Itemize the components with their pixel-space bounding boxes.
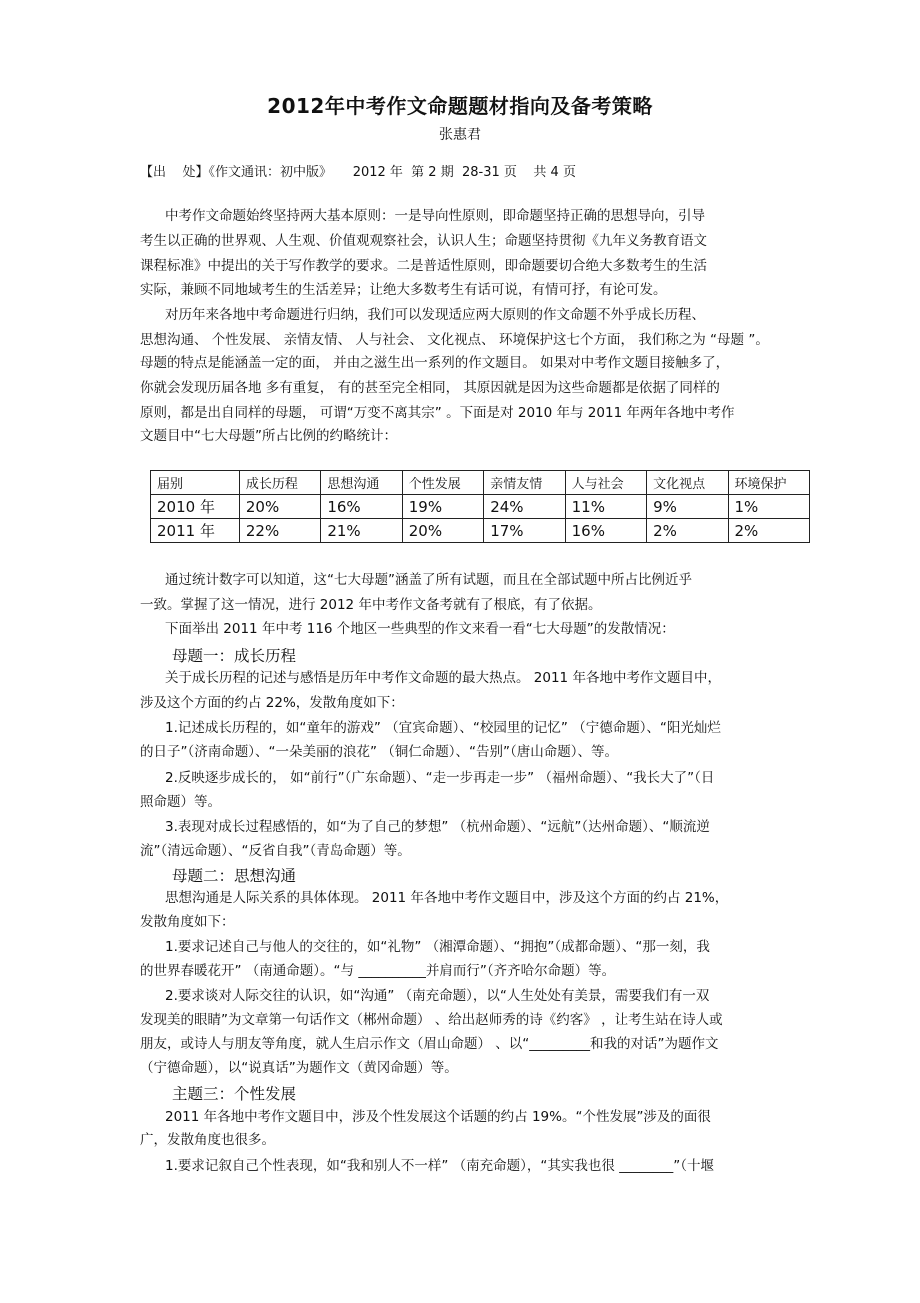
intro-line: 中考作文命题始终坚持两大基本原则：一是导向性原则，即命题坚持正确的思想导向，引导 (165, 208, 705, 224)
table-cell: 19% (402, 495, 483, 519)
intro-line: 课程标准》中提出的关于写作教学的要求。二是普适性原则，即命题要切合绝大多数考生的生活 (140, 258, 707, 274)
table-header-cell: 环境保护 (728, 471, 810, 495)
body-line: 2.反映逐步成长的， 如“前行”（广东命题）、“走一步再走一步” （福州命题）、“我长大了”（日 (165, 770, 715, 786)
intro-line: 你就会发现历届各地 多有重复， 有的甚至完全相同， 其原因就是因为这些命题都是依据了同样的 (140, 380, 720, 396)
intro-line: 对历年来各地中考命题进行归纳，我们可以发现适应两大原则的作文命题不外乎成长历程、 (165, 307, 705, 323)
table-header-cell: 文化视点 (647, 471, 728, 495)
table-cell: 22% (239, 519, 320, 543)
body-line: 涉及这个方面的约占 22%，发散角度如下： (140, 695, 404, 711)
table-cell: 2% (728, 519, 810, 543)
table-cell: 21% (321, 519, 402, 543)
body-line: 朋友，或诗人与朋友等角度，就人生启示作文（眉山命题） 、以“_________和我的对话”为题作文 (140, 1036, 719, 1052)
body-line: 3.表现对成长过程感悟的，如“为了自己的梦想” （杭州命题）、“远航”（达州命题）、“顺流逆 (165, 819, 710, 835)
section-heading: 母题二：思想沟通 (172, 867, 297, 885)
body-line: 2.要求谈对人际交往的认识，如“沟通” （南充命题），以“人生处处有美景，需要我们有一双 (165, 988, 710, 1004)
table-cell: 24% (484, 495, 565, 519)
table-header-cell: 思想沟通 (321, 471, 402, 495)
body-line: 1.要求记叙自己个性表现，如“我和别人不一样” （南充命题），“其实我也很 ________”（十堰 (165, 1158, 714, 1174)
table-row (151, 495, 810, 519)
section-heading: 母题一：成长历程 (172, 647, 297, 665)
body-line: 广，发散角度也很多。 (140, 1132, 275, 1148)
intro-line: 母题的特点是能涵盖一定的面， 并由之滋生出一系列的作文题目。 如果对中考作文题目接触多了， (140, 355, 730, 371)
body-line: 的世界春暖花开” （南通命题）。“与 __________并肩而行”（齐齐哈尔命题）等。 (140, 963, 616, 979)
body-line: 发散角度如下： (140, 914, 235, 930)
document-title: 2012年中考作文命题题材指向及备考策略 (267, 94, 653, 118)
body-line: 通过统计数字可以知道，这“七大母题”涵盖了所有试题，而且在全部试题中所占比例近乎 (165, 572, 692, 588)
document-author: 张惠君 (439, 127, 481, 143)
intro-line: 文题目中“七大母题”所占比例的约略统计： (140, 428, 397, 444)
body-line: 1.要求记述自己与他人的交往的，如“礼物” （湘潭命题）、“拥抱”（成都命题）、“那一刻，我 (165, 939, 710, 955)
table-header-cell: 个性发展 (402, 471, 483, 495)
table-cell: 11% (565, 495, 646, 519)
body-line: 下面举出 2011 年中考 116 个地区一些典型的作文来看一看“七大母题”的发散情况： (165, 621, 675, 637)
intro-line: 实际，兼顾不同地域考生的生活差异；让绝大多数考生有话可说，有情可抒，有论可发。 (140, 282, 667, 298)
table-header-cell: 届别 (151, 471, 240, 495)
table-cell: 16% (321, 495, 402, 519)
table-cell: 16% (565, 519, 646, 543)
body-line: 流”（清远命题）、“反省自我”（青岛命题）等。 (140, 843, 411, 859)
body-line: 关于成长历程的记述与感悟是历年中考作文命题的最大热点。 2011 年各地中考作文题目中， (165, 670, 721, 686)
body-line: 发现美的眼睛”为文章第一句话作文（郴州命题） 、给出赵师秀的诗《约客》 ，让考生站在诗人或 (140, 1012, 723, 1028)
intro-line: 原则，都是出自同样的母题， 可谓“万变不离其宗” 。下面是对 2010 年与 2011 年两年各地中考作 (140, 405, 735, 421)
table-cell: 17% (484, 519, 565, 543)
table-cell: 9% (647, 495, 728, 519)
table-cell: 2010 年 (151, 495, 240, 519)
body-line: 的日子”（济南命题）、“一朵美丽的浪花” （铜仁命题）、“告别”（唐山命题）、等。 (140, 744, 619, 760)
table-header-cell: 成长历程 (239, 471, 320, 495)
document-source: 【出 处】《作文通讯：初中版》 2012 年 第 2 期 28-31 页 共 4 页 (140, 165, 576, 180)
table-row (151, 519, 810, 543)
table-cell: 20% (402, 519, 483, 543)
body-line: （宁德命题），以“说真话”为题作文（黄冈命题）等。 (140, 1060, 458, 1076)
section-heading: 主题三：个性发展 (172, 1085, 297, 1103)
body-line: 1.记述成长历程的，如“童年的游戏” （宜宾命题）、“校园里的记忆” （宁德命题）、“阳光灿烂 (165, 720, 721, 736)
body-line: 照命题）等。 (140, 794, 221, 810)
body-line: 2011 年各地中考作文题目中，涉及个性发展这个话题的约占 19%。“个性发展”涉及的面很 (165, 1109, 711, 1125)
table-cell: 1% (728, 495, 810, 519)
table-header-cell: 亲情友情 (484, 471, 565, 495)
intro-line: 思想沟通、 个性发展、 亲情友情、 人与社会、 文化视点、 环境保护这七个方面， 我们称之为 “母题 ”。 (140, 332, 769, 348)
statistics-table (150, 470, 810, 543)
table-header-row (151, 471, 810, 495)
table-cell: 2% (647, 519, 728, 543)
intro-line: 考生以正确的世界观、人生观、价值观观察社会，认识人生；命题坚持贯彻《九年义务教育语文 (140, 233, 707, 249)
table-header-cell: 人与社会 (565, 471, 646, 495)
table-cell: 20% (239, 495, 320, 519)
table-cell: 2011 年 (151, 519, 240, 543)
body-line: 思想沟通是人际关系的具体体现。 2011 年各地中考作文题目中，涉及这个方面的约占 21%， (165, 890, 729, 906)
body-line: 一致。掌握了这一情况，进行 2012 年中考作文备考就有了根底，有了依据。 (140, 597, 602, 613)
